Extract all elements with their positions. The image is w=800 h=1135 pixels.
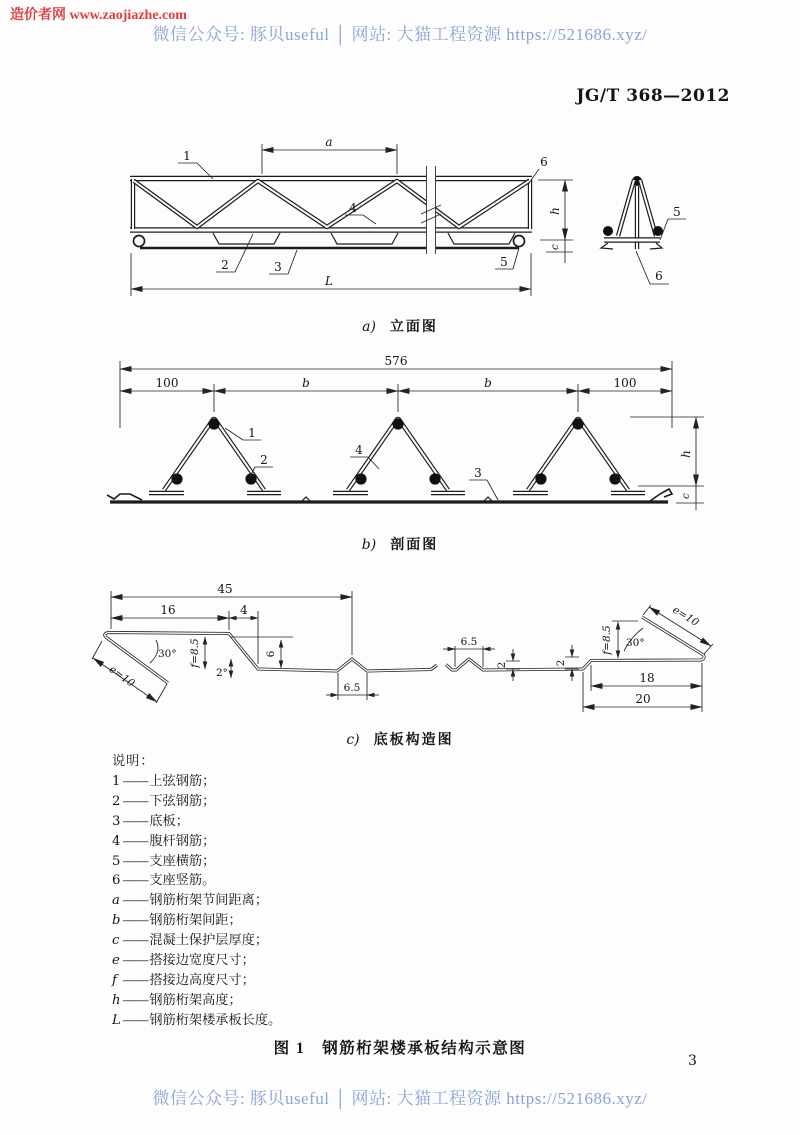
legend-item: 6 —— 支座竖筋。 bbox=[112, 872, 216, 889]
dim-label-65-right: 6.5 bbox=[460, 636, 478, 648]
part-label-6-end: 6 bbox=[655, 269, 663, 283]
part-label-2: 2 bbox=[260, 453, 268, 467]
legend-item: b —— 钢筋桁架间距； bbox=[112, 912, 242, 929]
dimensions-c-right bbox=[443, 604, 713, 712]
legend-item: 2 —— 下弦钢筋； bbox=[112, 792, 216, 809]
section-trusses bbox=[107, 418, 672, 503]
caption-b-letter: b) bbox=[361, 537, 377, 553]
legend-item: 5 —— 支座横筋； bbox=[112, 852, 216, 869]
dim-label-f85-right: f=8.5 bbox=[601, 625, 613, 655]
caption-c bbox=[0, 729, 800, 749]
angle-label-30-right: 30° bbox=[626, 637, 645, 649]
support-bar-left bbox=[134, 236, 145, 247]
legend-heading: 说明： bbox=[112, 753, 155, 768]
bottom-plate-diagram bbox=[90, 580, 730, 722]
figure-caption: 图 1 钢筋桁架楼承板结构示意图 bbox=[273, 1040, 527, 1057]
caption-c-title: 底板构造图 bbox=[373, 733, 454, 748]
section-diagram bbox=[95, 355, 760, 510]
legend-item: 3 —— 底板； bbox=[112, 812, 189, 829]
dim-label-c: c bbox=[549, 244, 561, 250]
dim-label-e10-left: e=10 bbox=[106, 663, 137, 690]
dim-label-f85-left: f=8.5 bbox=[189, 638, 201, 668]
caption-a-title: 立面图 bbox=[389, 320, 438, 335]
elevation-diagram bbox=[90, 128, 770, 313]
dim-label-6: 6 bbox=[265, 650, 277, 658]
dim-label-L: L bbox=[325, 274, 333, 288]
page-number: 3 bbox=[688, 1053, 697, 1069]
part-labels-b bbox=[225, 426, 498, 500]
truss-end-view bbox=[601, 176, 686, 284]
part-label-3: 3 bbox=[274, 260, 282, 274]
dim-label-100-left: 100 bbox=[155, 376, 179, 390]
dimensions-a bbox=[131, 135, 573, 296]
watermark-top: 微信公众号: 豚贝useful │ 网站: 大猫工程资源 https://521686.xyz/ bbox=[152, 25, 648, 44]
part-label-1: 1 bbox=[248, 426, 256, 440]
legend-item: e —— 搭接边宽度尺寸； bbox=[112, 952, 255, 969]
watermark-bottom: 微信公众号: 豚贝useful │ 网站: 大猫工程资源 https://521686.xyz/ bbox=[152, 1089, 648, 1108]
dim-label-c: c bbox=[680, 493, 692, 499]
caption-b-title: 剖面图 bbox=[390, 538, 439, 553]
dim-label-2a: 2 bbox=[496, 661, 508, 669]
dim-label-4: 4 bbox=[240, 603, 248, 617]
dim-label-h: h bbox=[548, 207, 562, 215]
legend-item: L —— 钢筋桁架楼承板长度。 bbox=[112, 1011, 282, 1028]
part-label-6: 6 bbox=[540, 155, 548, 169]
part-labels-a bbox=[178, 149, 548, 274]
dim-label-a: a bbox=[325, 135, 333, 149]
dim-label-e10-right: e=10 bbox=[670, 603, 701, 630]
legend-item: a —— 钢筋桁架节间距离； bbox=[112, 892, 269, 909]
caption-b bbox=[0, 534, 800, 554]
part-label-2: 2 bbox=[221, 258, 229, 272]
legend-item: c —— 混凝土保护层厚度； bbox=[112, 932, 269, 949]
dim-label-45: 45 bbox=[217, 582, 233, 596]
support-bar-right bbox=[514, 236, 525, 247]
standard-code: JG/T 368—2012 bbox=[576, 86, 730, 106]
dim-label-2b: 2 bbox=[555, 659, 567, 667]
legend-item: 4 —— 腹杆钢筋； bbox=[112, 832, 216, 849]
plate-profile-right bbox=[446, 617, 704, 670]
angle-label-30-left: 30° bbox=[158, 648, 177, 660]
legend-item: h —— 钢筋桁架高度； bbox=[112, 991, 242, 1008]
dim-label-b1: b bbox=[302, 376, 310, 390]
truss-elevation bbox=[130, 166, 532, 254]
dimensions-b bbox=[120, 355, 672, 428]
caption-c-letter: c) bbox=[346, 732, 360, 748]
legend-item: f —— 搭接边高度尺寸； bbox=[112, 971, 255, 988]
dim-label-20: 20 bbox=[635, 692, 651, 706]
dim-label-65-left: 6.5 bbox=[343, 682, 361, 694]
dim-label-576: 576 bbox=[384, 355, 408, 368]
dim-label-18: 18 bbox=[639, 671, 655, 685]
part-label-4: 4 bbox=[355, 443, 363, 457]
dim-label-b2: b bbox=[484, 376, 492, 390]
angle-label-2deg: 2° bbox=[216, 667, 228, 679]
dim-label-100-right: 100 bbox=[613, 376, 637, 390]
part-label-5: 5 bbox=[500, 255, 508, 269]
dim-label-h: h bbox=[679, 450, 693, 458]
legend bbox=[112, 751, 281, 1030]
part-label-1: 1 bbox=[183, 149, 191, 163]
part-label-3: 3 bbox=[474, 466, 482, 480]
dim-label-16: 16 bbox=[160, 603, 176, 617]
caption-a-letter: a) bbox=[362, 319, 376, 335]
caption-a bbox=[0, 316, 800, 336]
part-label-4: 4 bbox=[349, 201, 357, 215]
watermark-red: 造价者网 www.zaojiazhe.com bbox=[10, 8, 187, 23]
legend-item: 1 —— 上弦钢筋； bbox=[112, 773, 216, 789]
part-label-5-end: 5 bbox=[673, 205, 681, 219]
